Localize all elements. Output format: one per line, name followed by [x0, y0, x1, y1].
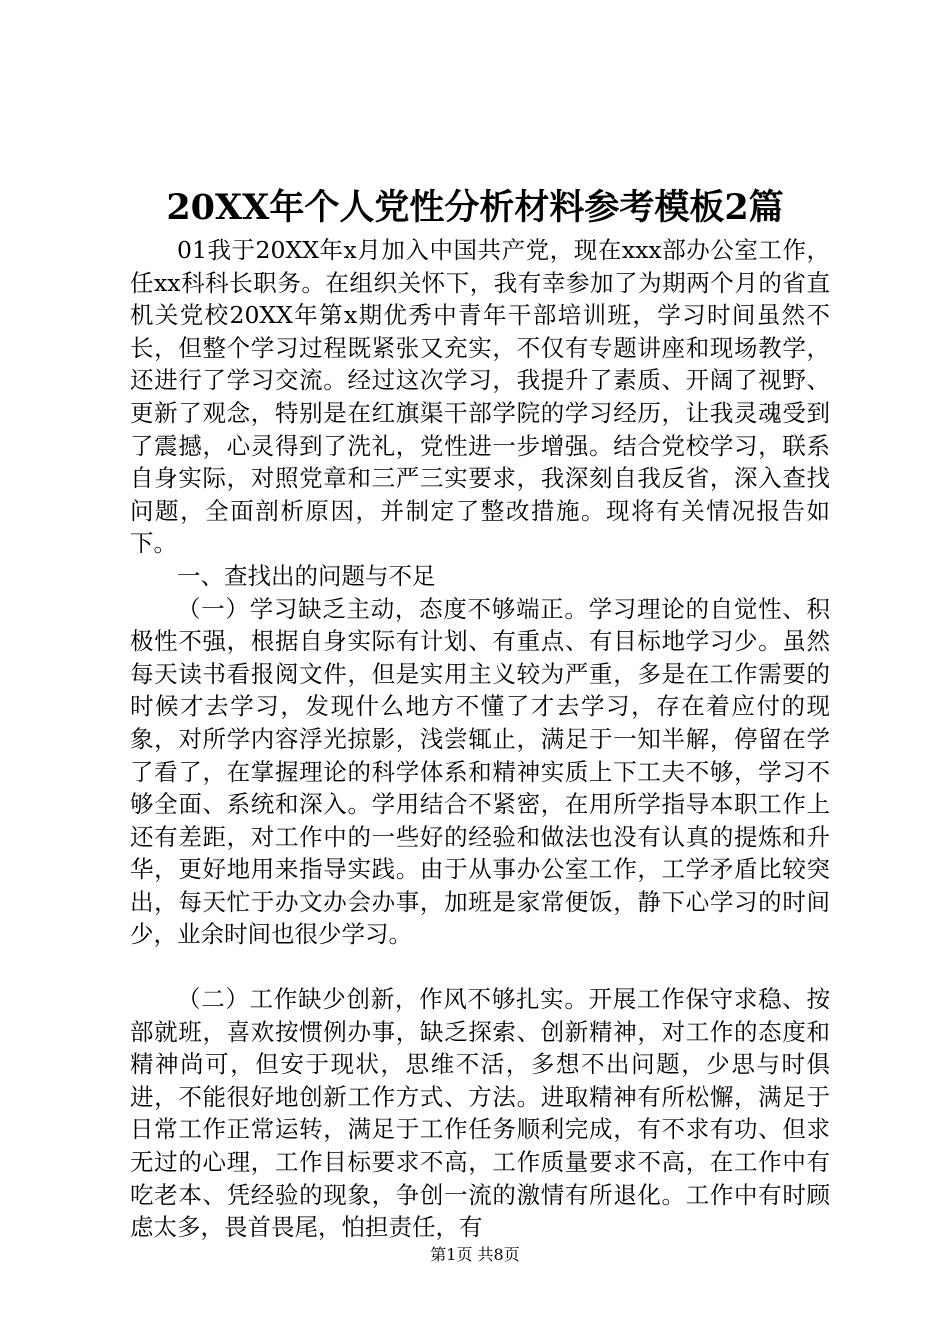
section-heading-problems: 一、查找出的问题与不足 [177, 561, 436, 590]
document-body [130, 234, 830, 1244]
page-footer: 第1页 共8页 [430, 1245, 520, 1264]
paragraph-study-issues: （一）学习缺乏主动，态度不够端正。学习理论的自觉性、积极性不强，根据自身实际有计划、有重点、有目标地学习少。虽然每天读书看报阅文件，但是实用主义较为严重，多是在工作需要的时候才去学习，发现什么地方不懂了才去学习，存在着应付的现象，对所学内容浮光掠影，浅尝辄止，满足于一知半解，停留在学了看了，在掌握理论的科学体系和精神实质上下工夫不够，学习不够全面、系统和深入。学用结合不紧密，在用所学指导本职工作上还有差距，对工作中的一些好的经验和做法也没有认真的提炼和升华，更好地用来指导实践。由于从事办公室工作，工学矛盾比较突出，每天忙于办文办会办事，加班是家常便饭，静下心学习的时间少，业余时间也很少学习。 [130, 594, 830, 949]
paragraph-work-issues: （二）工作缺少创新，作风不够扎实。开展工作保守求稳、按部就班，喜欢按惯例办事，缺乏探索、创新精神，对工作的态度和精神尚可，但安于现状，思维不活，多想不出问题，少思与时俱进，不能很好地创新工作方式、方法。进取精神有所松懈，满足于日常工作正常运转，满足于工作任务顺利完成，有不求有功、但求无过的心理，工作目标要求不高，工作质量要求不高，在工作中有吃老本、凭经验的现象，争创一流的激情有所退化。工作中有时顾虑太多，畏首畏尾，怕担责任，有 [130, 985, 830, 1242]
paragraph-intro: 01我于20XX年x月加入中国共产党，现在xxx部办公室工作，任xx科科长职务。在组织关怀下，我有幸参加了为期两个月的省直机关党校20XX年第x期优秀中青年干部培训班，学习时间虽然不长，但整个学习过程既紧张又充实，不仅有专题讲座和现场教学，还进行了学习交流。经过这次学习，我提升了素质、开阔了视野、更新了观念，特别是在红旗渠干部学院的学习经历，让我灵魂受到了震撼，心灵得到了洗礼，党性进一步增强。结合党校学习，联系自身实际，对照党章和三严三实要求，我深刻自我反省，深入查找问题，全面剖析原因，并制定了整改措施。现将有关情况报告如下。 [130, 236, 830, 558]
document-title: 20XX年个人党性分析材料参考模板2篇 [166, 187, 784, 228]
